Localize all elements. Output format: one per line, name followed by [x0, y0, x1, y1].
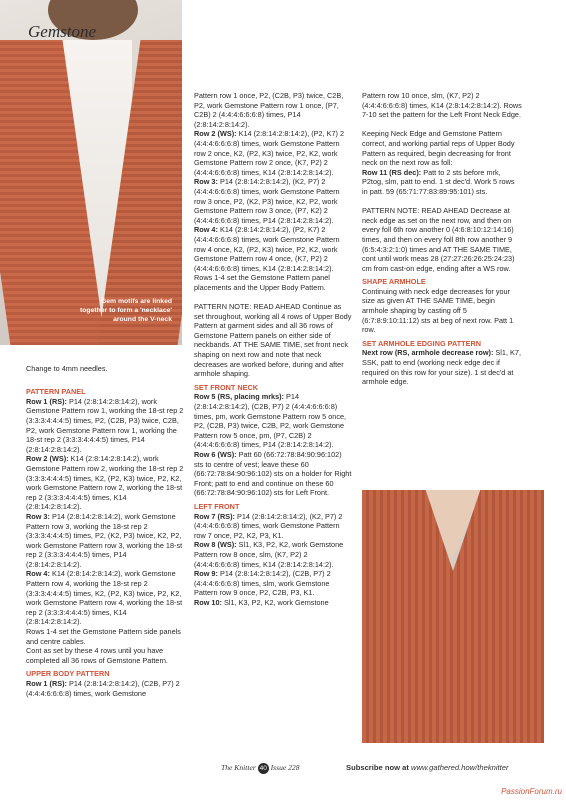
pattern-note-1: PATTERN NOTE: READ AHEAD Continue as set throughout, working all 4 rows of Upper Body Pattern at garment sides and all 36 rows of Gemstone Pattern panels on either side of neckbands. AT THE SAME TIME, set front neck shaping on next row and note that neck decreases are worked before, during and after armhole shaping. — [194, 302, 352, 379]
pattern-panel-heading: PATTERN PANEL — [26, 387, 86, 397]
panel-row-1: Row 1 (RS): P14 (2:8:14:2:8:14:2), work Gemstone Pattern row 1, working the 18-st rep 2 (3:3:3:4:4:4:5) times, P2, (C2B, P3) twice, C2B, P2, work Gemstone Pattern row 1, working the 18-st rep 2 (3:3:3:4:4:4:5) times, P14 (2:8:14:2:8:14:2). — [26, 396, 184, 454]
shape-armhole-text: Continuing with neck edge decreases for your size as given AT THE SAME TIME, begin armhole shaping by casting off 5 (6:7:8:9:10:11:12) sts at beg of next row. Patt 1 row. — [362, 286, 514, 335]
panel-row-3: Row 3: P14 (2:8:14:2:8:14:2), work Gemstone Pattern row 3, working the 18-st rep 2 (3:3:3:4:4:4:5) times, P2, (K2, P3) twice, K2, P2, work Gemstone Pattern row 3, working the 18-st rep 2 (3:3:3:4:4:4:5) times, P14 (2:8:14:2:8:14:2). — [26, 511, 183, 569]
col3-para-1: Pattern row 10 once, slm, (K7, P2) 2 (4:4:4:6:6:6:8) times, K14 (2:8:14:2:8:14:2). Rows 7-10 set the pattern for the Left Front Neck Edge. — [362, 91, 522, 120]
upper-row-2: Row 2 (WS): K14 (2:8:14:2:8:14:2), (P2, K7) 2 (4:4:4:6:6:6:8) times, work Gemstone Pattern row 2 once, K2, (P2, K3) twice, P2, K2, work Gemstone Pattern row 2 once, (K7, P2) 2 (4:4:4:6:6:6:8) times, K14 (2:8:14:2:8:14:2). — [194, 129, 345, 177]
shape-armhole-heading: SHAPE ARMHOLE — [362, 277, 426, 287]
panel-row-4: Row 4: K14 (2:8:14:2:8:14:2), work Gemstone Pattern row 4, working the 18-st rep 2 (3:3:3:4:4:4:5) times, K2, (P2, K3) twice, P2, K2, work Gemstone Pattern row 4, working the 18-st rep 2 (3:3:3:4:4:4:5) times, K14 (2:8:14:2:8:14:2). — [26, 569, 183, 627]
lf-row-9: Row 9: P14 (2:8:14:2:8:14:2), (C2B, P7) 2 (4:4:4:6:6:6:8) times, slm, work Gemstone Pattern row 9 once, P2, C2B, P3, K1. — [194, 569, 331, 598]
watermark: PassionForum.ru — [501, 787, 562, 796]
upper-body-heading: UPPER BODY PATTERN — [26, 669, 110, 679]
lf-row-10: Row 10: Sl1, K3, P2, K2, work Gemstone — [194, 597, 329, 607]
column-1 — [26, 364, 184, 698]
left-front-heading: LEFT FRONT — [194, 501, 240, 511]
neck-row-6: Row 6 (WS): Patt 60 (66:72:78:84:90:96:102) sts to centre of vest; leave these 60 (66:72:78:84:90:96:102) sts on a holder for Right Front; patt to end and continue on these 60 (66:72:78:84:90:96:102) sts for Left Front. — [194, 449, 352, 498]
page-number: 40 — [259, 765, 267, 772]
footer-subscribe: Subscribe now at www.gathered.how/theknitter — [346, 763, 509, 772]
column-2 — [194, 91, 352, 607]
col3-para-2: Keeping Neck Edge and Gemstone Pattern correct, and working partial reps of Upper Body Pattern as required, begin decreasing for front neck on the next row as foll: — [362, 129, 515, 168]
column-3 — [362, 91, 522, 387]
pattern-title: Gemstone — [28, 22, 96, 41]
panel-row-2: Row 2 (WS): K14 (2:8:14:2:8:14:2), work Gemstone Pattern row 2, working the 18-st rep 2 (3:3:3:4:4:4:5) times, K2, (P2, K3) twice, P2, K2, work Gemstone Pattern row 2, working the 18-st rep 2 (3:3:3:4:4:4:5) times, K14 (2:8:14:2:8:14:2). — [26, 454, 184, 512]
armhole-edging-heading: SET ARMHOLE EDGING PATTERN — [362, 338, 482, 348]
footer-magazine: The Knitter 40 Issue 228 — [221, 763, 300, 772]
armhole-next-row: Next row (RS, armhole decrease row): Sl1, K7, SSK, patt to end (working neck edge dec if required on this row for your size). 1 st dec'd at armhole edge. — [362, 348, 521, 387]
neck-row-5: Row 5 (RS, placing mrks): P14 (2:8:14:2:8:14:2), (C2B, P7) 2 (4:4:4:6:6:6:8) times, pm, work Gemstone Pattern row 5 once, P2, (C2B, P3) twice, C2B, P2, work Gemstone Pattern row 5 once, pm, (P7, C2B) 2 (4:4:4:6:6:6:8) times, P14 (2:8:14:2:8:14:2). — [194, 392, 347, 450]
intro-text: Change to 4mm needles. — [26, 364, 108, 373]
col2-para-1: Pattern row 1 once, P2, (C2B, P3) twice, C2B, P2, work Gemstone Pattern row 1 once, (P7, C2B) 2 (4:4:4:6:6:6:8) times, P14 (2:8:14:2:8:14:2). — [194, 91, 344, 129]
lf-row-7: Row 7 (RS): P14 (2:8:14:2:8:14:2), (K2, P7) 2 (4:4:4:6:6:6:8) times, work Gemstone Pattern row 7 once, P2, K2, P3, K1. — [194, 511, 343, 540]
upper-row-4: Row 4: K14 (2:8:14:2:8:14:2), (P2, K7) 2 (4:4:4:6:6:6:8) times, work Gemstone Pattern row 4 once, K2, (P2, K3) twice, P2, K2, work Gemstone Pattern row 4 once, (K7, P2) 2 (4:4:4:6:6:6:8) times, K14 (2:8:14:2:8:14:2). — [194, 225, 340, 273]
upper-row-3: Row 3: P14 (2:8:14:2:8:14:2), (K2, P7) 2 (4:4:4:6:6:6:8) times, work Gemstone Pattern row 3 once, P2, (K2, P3) twice, K2, P2, work Gemstone Pattern row 3 once, (P7, K2) 2 (4:4:4:6:6:6:8) times, P14 (2:8:14:2:8:14:2). — [194, 177, 340, 225]
panel-outro-1: Rows 1-4 set the Gemstone Pattern side panels and centre cables. — [26, 627, 181, 646]
vest-photo-top — [0, 0, 182, 345]
lf-row-8: Row 8 (WS): Sl1, K3, P2, K2, work Gemstone Pattern row 8 once, slm, (K7, P2) 2 (4:4:4:6:6:6:8) times, K14 (2:8:14:2:8:14:2). — [194, 540, 344, 569]
set-front-neck-heading: SET FRONT NECK — [194, 382, 259, 392]
lf-row-11: Row 11 (RS dec): Patt to 2 sts before mrk, P2tog, slm, patt to end. 1 st dec'd. Work 5 rows in patt. 59 (65:71:77:83:89:95:101) sts. — [362, 167, 515, 196]
vest-photo-bottom — [362, 490, 544, 743]
col2-para-2: Rows 1-4 set the Gemstone Pattern panel placements and the Upper Body Pattern. — [194, 273, 330, 292]
photo-caption: Gem motifs are linked together to form a 'necklace' around the V-neck — [80, 298, 172, 323]
panel-outro-2: Cont as set by these 4 rows until you have completed all 36 rows of Gemstone Pattern. — [26, 646, 168, 665]
upper-row-1: Row 1 (RS): P14 (2:8:14:2:8:14:2), (C2B, P7) 2 (4:4:4:6:6:6:8) times, work Gemstone — [26, 679, 180, 698]
subscribe-link[interactable]: www.gathered.how/theknitter — [411, 763, 509, 772]
pattern-note-2: PATTERN NOTE: READ AHEAD Decrease at neck edge as set on the next row, and then on every foll 6th row another 0 (4:6:8:10:12:14:16) times, and then on every foll 8th row another 9 (6:5:4:3:2:1:0) times and AT THE SAME TIME, cont until work meas 28 (27:27:26:26:25:24:23) cm from cast-on edge, ending after a WS row. — [362, 206, 515, 273]
